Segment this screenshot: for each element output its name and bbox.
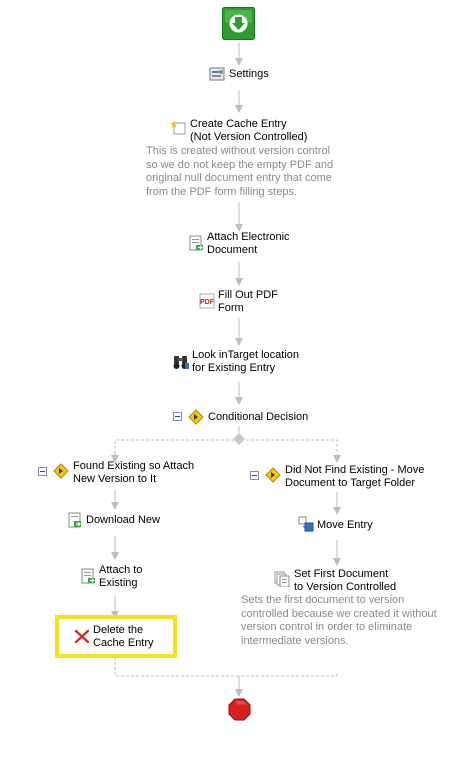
- step-label-line1: Look inTarget location: [192, 349, 300, 361]
- step-look-in-target-location[interactable]: [173, 348, 313, 376]
- create-cache-note: [146, 145, 346, 199]
- step-conditional-decision[interactable]: [173, 409, 313, 425]
- step-attach-to-existing[interactable]: [80, 563, 160, 591]
- step-label-line1: Found Existing so Attach: [73, 460, 195, 472]
- start-down-arrow-icon: [222, 7, 255, 40]
- step-label-line2: Form: [218, 302, 244, 314]
- stop-octagon-icon: [228, 698, 251, 721]
- attach-document-icon: [188, 235, 204, 251]
- step-label-line1: Did Not Find Existing - Move: [285, 464, 425, 476]
- branch-not-found[interactable]: [250, 462, 450, 490]
- step-label: Settings: [229, 68, 269, 80]
- note-line: so we do not keep the empty PDF and: [146, 158, 334, 171]
- step-create-cache-entry[interactable]: [170, 116, 310, 144]
- version-control-icon: [274, 571, 290, 587]
- step-label: Move Entry: [317, 519, 373, 531]
- delete-x-icon: [74, 628, 90, 644]
- step-label-line1: Set First Document: [294, 568, 389, 580]
- collapse-minus-icon[interactable]: [250, 471, 259, 480]
- note-line: This is created without version control: [146, 145, 331, 157]
- binoculars-icon: [173, 354, 189, 370]
- step-label-line1: Delete the: [93, 624, 144, 636]
- download-icon: [67, 512, 83, 528]
- svg-text:PDF: PDF: [200, 299, 214, 306]
- settings-icon: [209, 66, 225, 82]
- set-first-note: [241, 594, 456, 648]
- step-download-new[interactable]: [67, 512, 167, 530]
- step-label: Download New: [86, 514, 160, 526]
- step-settings[interactable]: [209, 66, 279, 84]
- decision-icon: [53, 463, 69, 479]
- step-move-entry[interactable]: [298, 516, 388, 534]
- step-fill-out-pdf-form[interactable]: [199, 288, 289, 316]
- end-node[interactable]: [228, 698, 251, 721]
- note-line: original null document entry that come: [146, 172, 332, 184]
- step-label-line2: Document to Target Folder: [285, 477, 416, 489]
- step-label-line2: Existing: [99, 577, 138, 589]
- step-set-first-document[interactable]: [274, 567, 414, 595]
- note-line: version control in order to eliminate: [241, 621, 413, 633]
- decision-icon: [188, 409, 204, 425]
- start-node[interactable]: [222, 7, 255, 40]
- step-label-line2: to Version Controlled: [294, 581, 397, 593]
- step-label-line1: Attach Electronic: [207, 231, 290, 243]
- move-entry-icon: [298, 516, 314, 532]
- decision-icon: [265, 467, 281, 483]
- step-label-line1: Attach to: [99, 564, 143, 576]
- branch-found-existing[interactable]: [38, 459, 198, 487]
- step-delete-cache-entry[interactable]: [74, 622, 174, 650]
- collapse-minus-icon[interactable]: [38, 467, 47, 476]
- step-label: Conditional Decision: [208, 411, 309, 423]
- attach-document-icon: [80, 568, 96, 584]
- note-line: controlled because we created it without: [241, 607, 437, 620]
- pdf-icon: [199, 293, 215, 309]
- collapse-minus-icon[interactable]: [173, 412, 182, 421]
- note-line: intermediate versions.: [241, 634, 349, 647]
- step-label-line2: New Version to It: [73, 473, 157, 485]
- note-line: from the PDF form filling steps.: [146, 185, 297, 198]
- step-label-line2: (Not Version Controlled): [190, 131, 308, 143]
- step-label-line1: Create Cache Entry: [190, 118, 287, 130]
- step-label-line1: Fill Out PDF: [218, 289, 278, 301]
- create-entry-icon: [170, 119, 186, 135]
- note-line: Sets the first document to version: [241, 594, 405, 606]
- step-label-line2: for Existing Entry: [192, 362, 276, 374]
- step-label-line2: Cache Entry: [93, 637, 154, 649]
- step-attach-electronic-document[interactable]: [188, 230, 298, 258]
- step-label-line2: Document: [207, 244, 258, 256]
